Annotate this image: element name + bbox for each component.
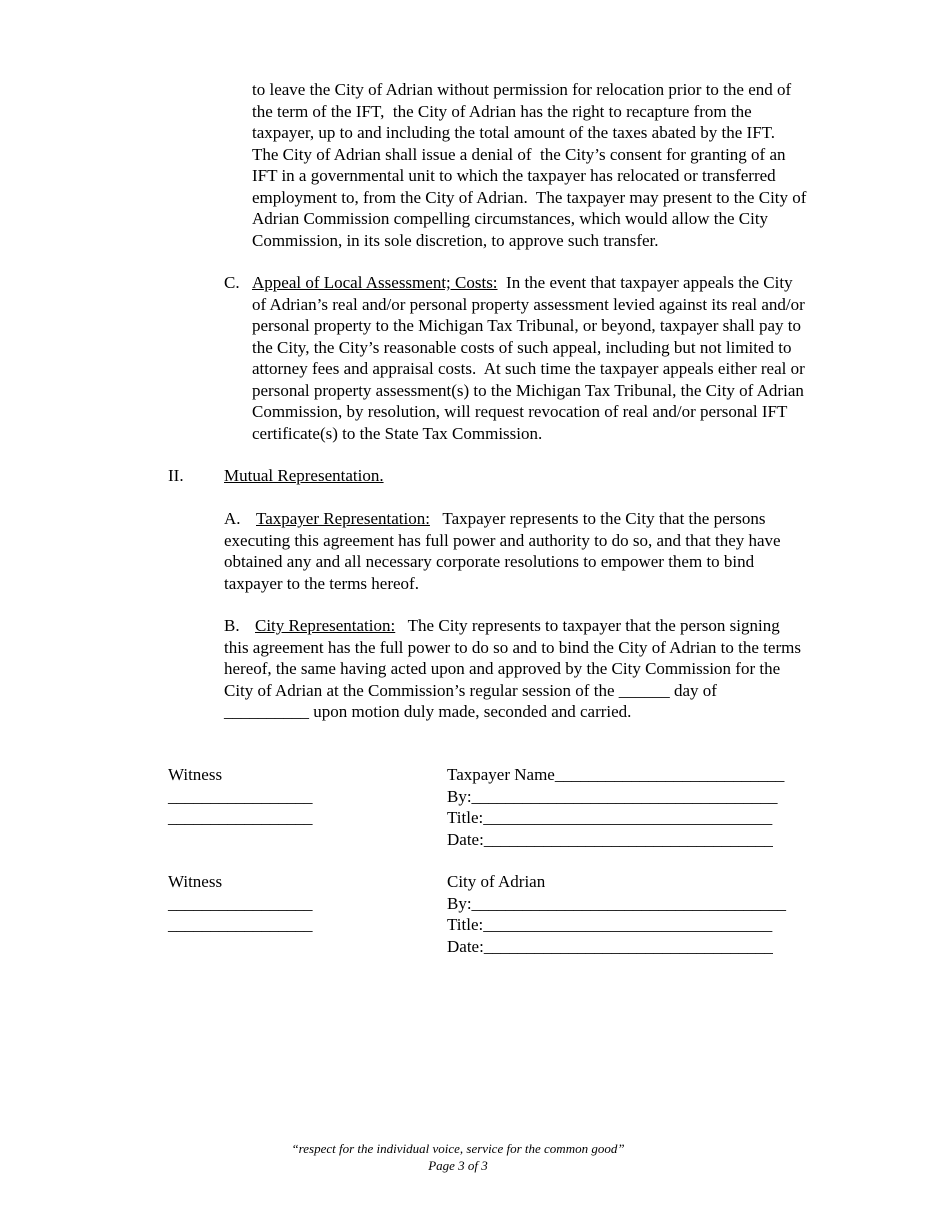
- section-a-first-line-text: Taxpayer represents to the City that the persons: [429, 509, 766, 528]
- paragraph-line: __________ upon motion duly made, seconded and carried.: [224, 702, 632, 721]
- paragraph-line: Adrian Commission compelling circumstances, which would allow the City: [252, 209, 769, 228]
- paragraph-line: attorney fees and appraisal costs. At such time the taxpayer appeals either real or: [252, 359, 805, 378]
- witness-signature-line[interactable]: _________________: [168, 915, 313, 934]
- paragraph-line: IFT in a governmental unit to which the taxpayer has relocated or transferred: [252, 166, 776, 185]
- taxpayer-title-field[interactable]: Title:__________________________________: [447, 808, 773, 827]
- city-name-label: City of Adrian: [447, 872, 546, 891]
- taxpayer-date-field[interactable]: Date:__________________________________: [447, 829, 773, 849]
- city-title-field[interactable]: Title:__________________________________: [447, 915, 773, 934]
- paragraph-line: executing this agreement has full power and authority to do so, and that they have: [224, 530, 781, 550]
- paragraph-line: personal property to the Michigan Tax Tribunal, or beyond, taxpayer shall pay to: [252, 316, 801, 335]
- section-b-first-line-text: The City represents to taxpayer that the person signing: [395, 616, 780, 635]
- section-c-first-line-text: In the event that taxpayer appeals the City: [497, 273, 793, 292]
- paragraph-line: of Adrian’s real and/or personal property assessment levied against its real and/or: [252, 294, 805, 314]
- witness-label: Witness: [168, 872, 223, 891]
- section-a-marker: A.: [224, 509, 241, 528]
- paragraph-line: Commission, in its sole discretion, to approve such transfer.: [252, 230, 659, 250]
- paragraph-line: City of Adrian at the Commission’s regular session of the ______ day of: [224, 680, 717, 700]
- paragraph-line: employment to, from the City of Adrian. The taxpayer may present to the City of: [252, 187, 807, 207]
- section-ii-heading: Mutual Representation.: [224, 466, 384, 485]
- witness-label: Witness: [168, 765, 223, 784]
- paragraph-line: Commission, by resolution, will request revocation of real and/or personal IFT: [252, 402, 788, 421]
- section-c-first-line: [252, 272, 793, 294]
- paragraph-line: the City, the City’s reasonable costs of such appeal, including but not limited to: [252, 337, 792, 357]
- paragraph-line: taxpayer, up to and including the total amount of the taxes abated by the IFT.: [252, 123, 776, 142]
- paragraph-line: personal property assessment(s) to the Michigan Tax Tribunal, the City of Adrian: [252, 380, 804, 400]
- section-b-first-line: [255, 615, 780, 637]
- taxpayer-by-field[interactable]: By:____________________________________: [447, 786, 778, 806]
- paragraph-line: The City of Adrian shall issue a denial of the City’s consent for granting of an: [252, 144, 786, 164]
- paragraph-line: certificate(s) to the State Tax Commission.: [252, 423, 543, 443]
- city-by-field[interactable]: By:_____________________________________: [447, 893, 787, 913]
- section-b-marker: B.: [224, 616, 240, 635]
- section-a-first-line: [256, 508, 766, 530]
- section-ii-numeral: II.: [168, 466, 184, 485]
- witness-signature-line[interactable]: _________________: [168, 893, 313, 913]
- paragraph-line: this agreement has the full power to do so and to bind the City of Adrian to the terms: [224, 637, 801, 657]
- paragraph-line: taxpayer to the terms hereof.: [224, 573, 419, 593]
- paragraph-line: hereof, the same having acted upon and approved by the City Commission for the: [224, 659, 781, 678]
- section-b-heading: City Representation:: [255, 616, 396, 635]
- page-number: Page 3 of 3: [428, 1158, 488, 1173]
- section-a-heading: Taxpayer Representation:: [256, 509, 430, 528]
- witness-signature-line[interactable]: _________________: [168, 808, 313, 827]
- city-date-field[interactable]: Date:__________________________________: [447, 936, 773, 956]
- section-c-heading: Appeal of Local Assessment; Costs:: [252, 273, 498, 292]
- witness-signature-line[interactable]: _________________: [168, 786, 313, 806]
- paragraph-line: obtained any and all necessary corporate resolutions to empower them to bind: [224, 552, 755, 571]
- paragraph-line: the term of the IFT, the City of Adrian has the right to recapture from the: [252, 101, 752, 121]
- paragraph-line: to leave the City of Adrian without permission for relocation prior to the end of: [252, 80, 792, 99]
- taxpayer-name-field[interactable]: Taxpayer Name___________________________: [447, 765, 785, 784]
- footer-motto: “respect for the individual voice, service for the common good”: [291, 1141, 625, 1156]
- section-c-marker: C.: [224, 273, 240, 292]
